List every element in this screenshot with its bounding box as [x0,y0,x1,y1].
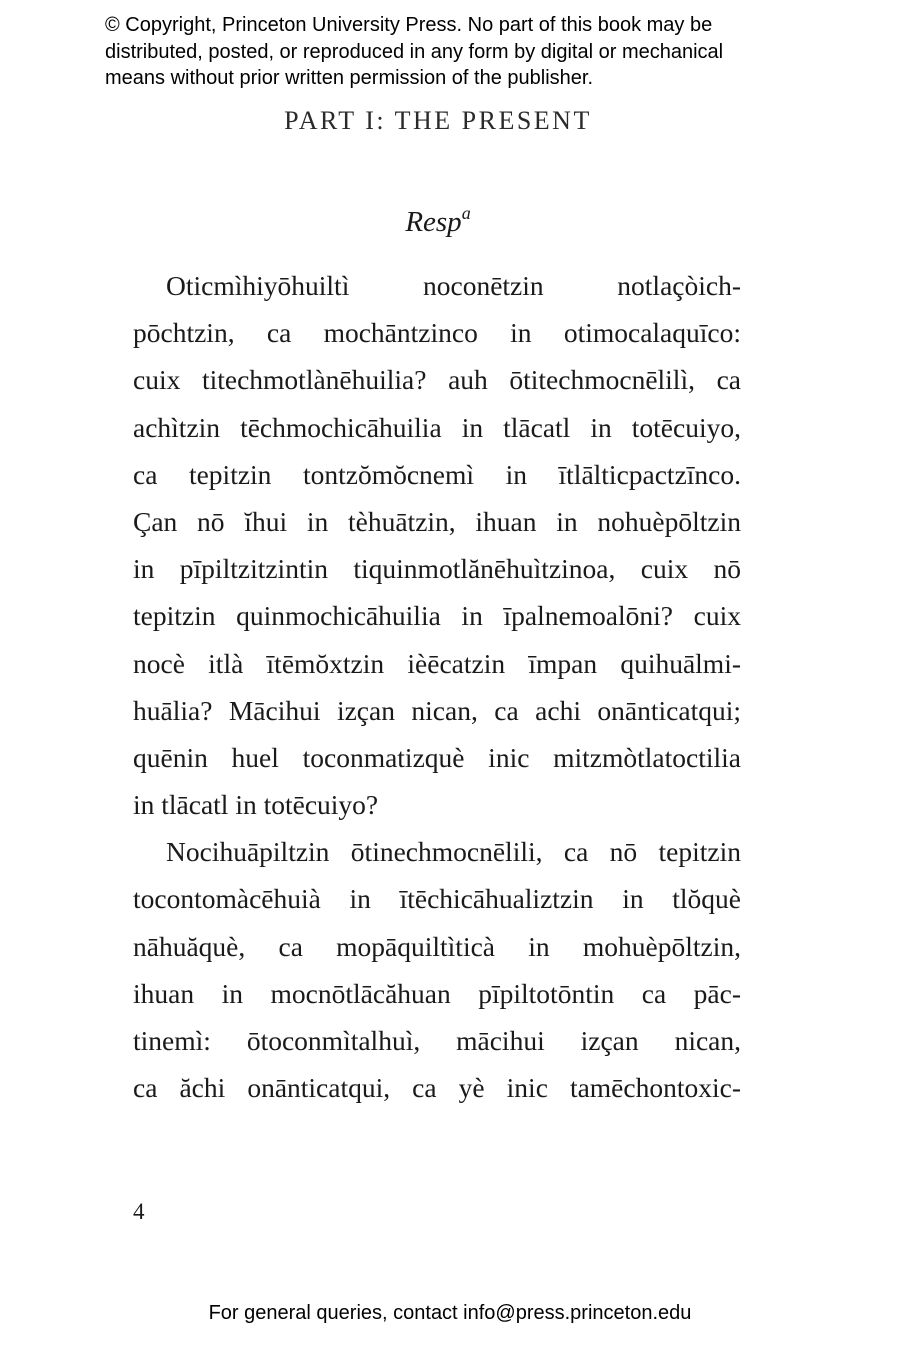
section-title [0,203,876,239]
text-line: ca tepitzin tontzŏmŏcnemì in ītlālticpactzīnco. [133,458,741,490]
text-line: in tlācatl in totēcuiyo? [133,789,379,821]
footnote-marker: a [461,203,471,223]
text-line: ihuan in mocnōtlācăhuan pīpiltotōntin ca pāc- [133,977,741,1009]
copyright-line: distributed, posted, or reproduced in any form by digital or mechanical [105,40,724,63]
text-line: cuix titechmotlànēhuilia? auh ōtitechmocnēlilì, ca [133,364,741,396]
copyright-line: means without prior written permission of the publisher. [105,67,594,89]
paragraph [133,828,741,1111]
text-line: tinemì: ōtoconmìtalhuì, mācihui izçan nican, [133,1025,741,1056]
footer-contact-note: For general queries, contact info@press.princeton.edu [208,1302,692,1324]
text-line: in pīpiltzitzintin tiquinmotlănēhuìtzinoa, cuix nō [133,553,741,585]
text-line: ca ăchi onānticatqui, ca yè inic tamēchontoxic- [133,1072,741,1104]
text-line: achìtzin tēchmochicāhuilia in tlācatl in totēcuiyo, [133,411,741,443]
text-line: pōchtzin, ca mochāntzinco in otimocalaquīco: [133,317,741,349]
copyright-line: © Copyright, Princeton University Press. No part of this book may be [105,14,713,36]
text-line: Oticmìhiyōhuiltì noconētzin notlaçòich- [166,270,741,301]
running-head: PART I: THE PRESENT [284,106,592,135]
body-text [133,262,741,1111]
text-line: tepitzin quinmochicāhuilia in īpalnemoalōni? cuix [133,600,741,632]
text-line: huālia? Mācihui izçan nican, ca achi onānticatqui; [133,694,741,726]
paragraph [133,262,741,828]
text-line: nocè itlà ītēmŏxtzin ièēcatzin īmpan quihuālmi- [133,647,741,679]
section-title-text: Resp [405,206,462,238]
text-line: nāhuăquè, ca mopāquiltìticà in mohuèpōltzin, [133,930,741,962]
text-line: quēnin huel toconmatizquè inic mitzmòtlatoctilia [133,741,741,773]
copyright-notice [105,12,825,92]
text-line: tocontomàcēhuià in ītēchicāhualiztzin in tlŏquè [133,883,741,915]
text-line: Çan nō ĭhui in tèhuātzin, ihuan in nohuèpōltzin [133,505,741,537]
text-line: Nocihuāpiltzin ōtinechmocnēlili, ca nō tepitzin [166,836,741,868]
page-number: 4 [133,1199,145,1224]
